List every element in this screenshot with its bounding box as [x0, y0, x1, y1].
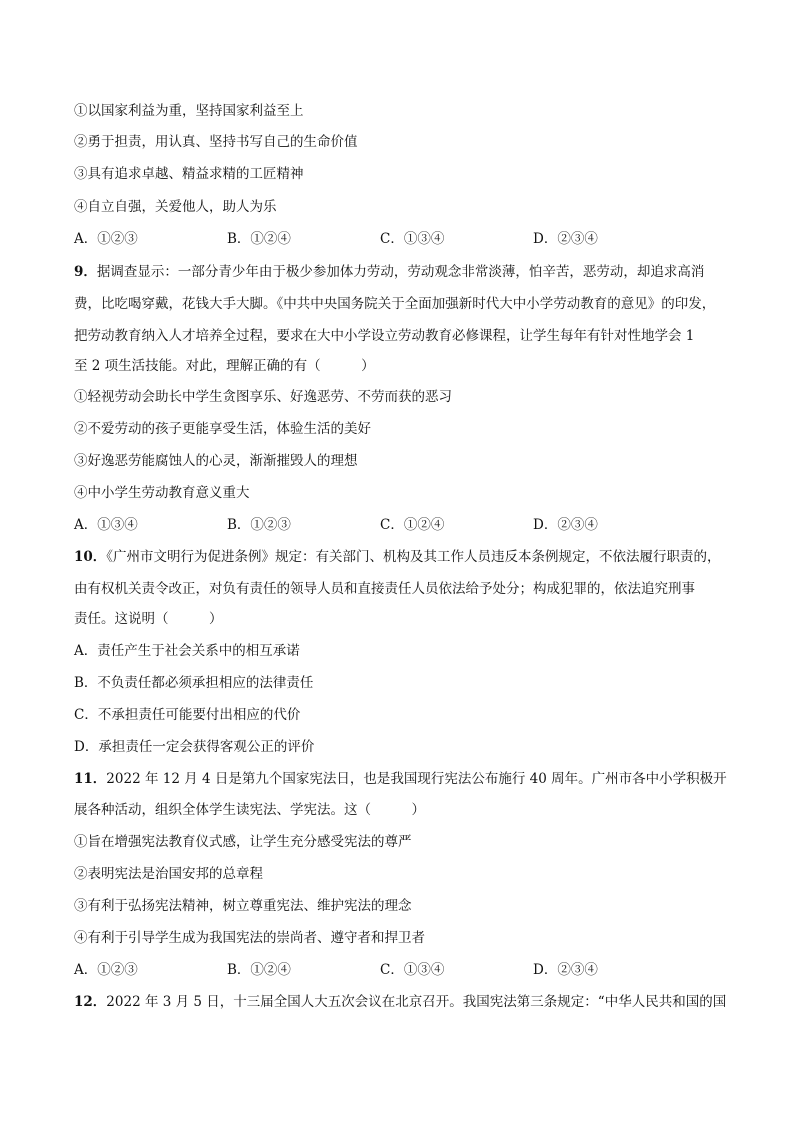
q12-line-1: [74, 992, 734, 1012]
q9-line-3: 把劳动教育纳入人才培养全过程，要求在大中小学设立劳动教育必修课程，让学生每年有针对性地学会 1: [74, 328, 695, 344]
q9-option-b: B．①②③: [227, 517, 291, 533]
q10-text-1: 《广州市文明行为促进条例》规定：有关部门、机构及其工作人员违反本条例规定，不依法履行职责的，: [106, 549, 721, 565]
q10-number: 10．: [74, 549, 107, 565]
q8-option-a: A．①②③: [74, 231, 138, 247]
q11-item-4: ④有利于引导学生成为我国宪法的崇尚者、遵守者和捍卫者: [74, 930, 425, 946]
q11-item-2: ②表明宪法是治国安邦的总章程: [74, 866, 263, 882]
q10-option-a: A．责任产生于社会关系中的相互承诺: [74, 643, 300, 659]
q11-text-1: 2022 年 12 月 4 日是第九个国家宪法日，也是我国现行宪法公布施行 40 周年。广州市各中小学积极开: [106, 771, 727, 787]
q11-option-d: D．②③④: [533, 962, 598, 978]
q9-item-2: ②不爱劳动的孩子更能享受生活，体验生活的美好: [74, 421, 371, 437]
q9-option-d: D．②③④: [533, 517, 598, 533]
q8-option-d: D．②③④: [533, 231, 598, 247]
q8-item-2: ②勇于担责，用认真、坚持书写自己的生命价值: [74, 134, 358, 150]
q9-line-2: 费，比吃喝穿戴，花钱大手大脚。《中共中央国务院关于全面加强新时代大中小学劳动教育的意见》的印发，: [74, 296, 716, 312]
q9-number: 9．: [74, 264, 97, 280]
q9-line-4: 至 2 项生活技能。对此，理解正确的有（ ）: [74, 358, 375, 374]
q11-number: 11．: [74, 771, 107, 787]
q12-number: 12．: [74, 994, 107, 1010]
q9-text-1: 据调查显示：一部分青少年由于极少参加体力劳动，劳动观念非常淡薄，怕辛苦，恶劳动，却追求高消: [96, 264, 705, 280]
q8-item-1: ①以国家利益为重，坚持国家利益至上: [74, 103, 304, 119]
q10-line-2: 由有权机关责令改正，对负有责任的领导人员和直接责任人员依法给予处分；构成犯罪的，依法追究刑事: [74, 581, 695, 597]
q10-line-1: [74, 547, 734, 567]
q10-line-3: 责任。这说明（ ）: [74, 611, 223, 627]
q8-option-c: C．①③④: [380, 231, 445, 247]
q10-option-d: D．承担责任一定会获得客观公正的评价: [74, 739, 315, 755]
q11-item-3: ③有利于弘扬宪法精神，树立尊重宪法、维护宪法的理念: [74, 898, 412, 914]
q11-line-1: [74, 769, 734, 789]
q9-option-c: C．①②④: [380, 517, 445, 533]
q11-item-1: ①旨在增强宪法教育仪式感，让学生充分感受宪法的尊严: [74, 834, 412, 850]
q8-option-b: B．①②④: [227, 231, 291, 247]
q8-item-4: ④自立自强，关爱他人，助人为乐: [74, 199, 277, 215]
q11-option-b: B．①②④: [227, 962, 291, 978]
q11-option-a: A．①②③: [74, 962, 138, 978]
q10-option-b: B．不负责任都必须承担相应的法律责任: [74, 675, 314, 691]
q9-item-4: ④中小学生劳动教育意义重大: [74, 485, 250, 501]
q9-option-a: A．①③④: [74, 517, 138, 533]
q11-line-2: 展各种活动，组织全体学生读宪法、学宪法。这（ ）: [74, 802, 425, 818]
q10-option-c: C．不承担责任可能要付出相应的代价: [74, 707, 301, 723]
q9-line-1: [74, 262, 734, 282]
q9-item-3: ③好逸恶劳能腐蚀人的心灵，渐渐摧毁人的理想: [74, 453, 358, 469]
q12-text-1: 2022 年 3 月 5 日，十三届全国人大五次会议在北京召开。我国宪法第三条规定：“中华人民共和国的国: [106, 994, 727, 1010]
q9-item-1: ①轻视劳动会助长中学生贪图享乐、好逸恶劳、不劳而获的恶习: [74, 389, 452, 405]
q11-option-c: C．①③④: [380, 962, 445, 978]
q8-item-3: ③具有追求卓越、精益求精的工匠精神: [74, 166, 304, 182]
